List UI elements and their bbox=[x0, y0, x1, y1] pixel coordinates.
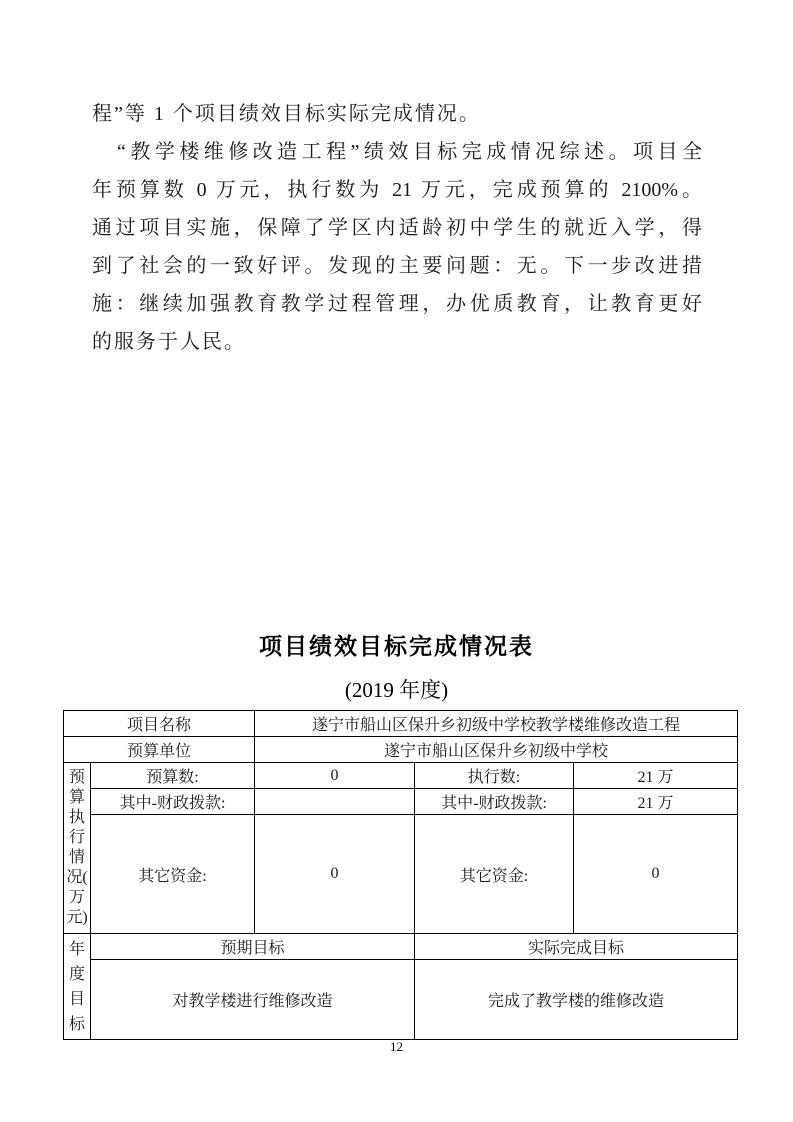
table-row bbox=[64, 737, 738, 763]
expected-goal-label: 预期目标 bbox=[91, 934, 415, 960]
annual-goals-header: 年度目标 bbox=[64, 934, 91, 1040]
fiscal-allocation-right-label: 其中-财政拨款: bbox=[415, 789, 574, 815]
other-funds-left-value: 0 bbox=[255, 815, 415, 934]
table-row bbox=[64, 934, 738, 960]
table-year-subtitle: (2019 年度) bbox=[344, 678, 449, 702]
budget-unit-value: 遂宁市船山区保升乡初级中学校 bbox=[255, 737, 738, 763]
budget-number-label: 预算数: bbox=[91, 763, 255, 789]
body-paragraphs bbox=[92, 95, 702, 361]
other-funds-right-label: 其它资金: bbox=[415, 815, 574, 934]
other-funds-left-label: 其它资金: bbox=[91, 815, 255, 934]
table-row bbox=[64, 815, 738, 934]
budget-unit-label: 预算单位 bbox=[64, 737, 255, 763]
table-row bbox=[64, 789, 738, 815]
budget-number-value: 0 bbox=[255, 763, 415, 789]
performance-table bbox=[63, 710, 738, 1040]
other-funds-right-value: 0 bbox=[574, 815, 738, 934]
paragraph-line: 通过项目实施，保障了学区内适龄初中学生的就近入学，得 bbox=[92, 217, 702, 239]
execution-number-value: 21 万 bbox=[574, 763, 738, 789]
paragraph-line: 到了社会的一致好评。发现的主要问题：无。下一步改进措 bbox=[92, 255, 702, 277]
table-row bbox=[64, 763, 738, 789]
paragraph-line: “教学楼维修改造工程”绩效目标完成情况综述。项目全 bbox=[117, 141, 702, 163]
table-row bbox=[64, 711, 738, 737]
paragraph-line: 施：继续加强教育教学过程管理，办优质教育，让教育更好 bbox=[92, 293, 702, 315]
project-name-value: 遂宁市船山区保升乡初级中学校教学楼维修改造工程 bbox=[255, 711, 738, 737]
budget-execution-header: 预算执行情况(万元) bbox=[64, 763, 91, 934]
paragraph-line: 程”等 1 个项目绩效目标实际完成情况。 bbox=[92, 103, 481, 125]
project-name-label: 项目名称 bbox=[64, 711, 255, 737]
table-row bbox=[64, 960, 738, 1040]
actual-goal-label: 实际完成目标 bbox=[415, 934, 738, 960]
paragraph-line: 的服务于人民。 bbox=[92, 331, 246, 353]
fiscal-allocation-left-value bbox=[255, 789, 415, 815]
table-title: 项目绩效目标完成情况表 bbox=[259, 633, 534, 659]
fiscal-allocation-right-value: 21 万 bbox=[574, 789, 738, 815]
actual-goal-value: 完成了教学楼的维修改造 bbox=[415, 960, 738, 1040]
paragraph-line: 年预算数 0 万元，执行数为 21 万元，完成预算的 2100%。 bbox=[92, 179, 702, 201]
expected-goal-value: 对教学楼进行维修改造 bbox=[91, 960, 415, 1040]
page-number: 12 bbox=[390, 1039, 403, 1054]
fiscal-allocation-left-label: 其中-财政拨款: bbox=[91, 789, 255, 815]
execution-number-label: 执行数: bbox=[415, 763, 574, 789]
